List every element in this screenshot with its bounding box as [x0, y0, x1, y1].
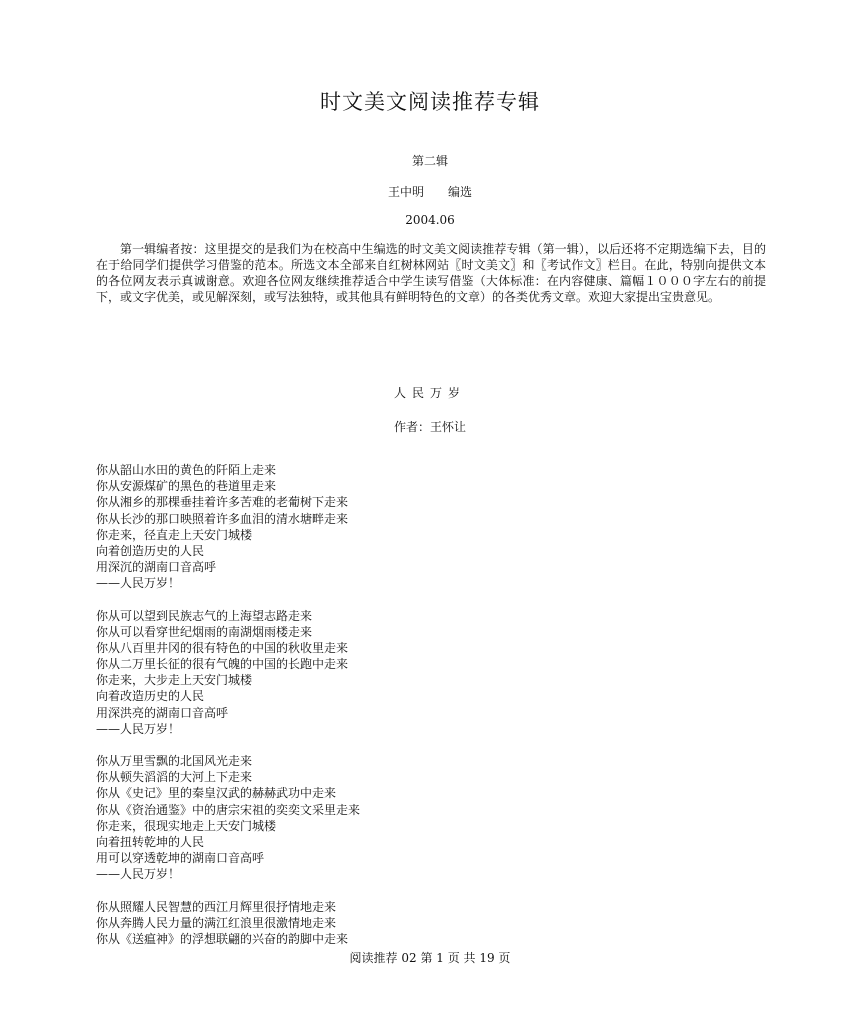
poem-line: 你从二万里长征的很有气魄的中国的长跑中走来	[96, 657, 349, 672]
publication-date: 2004.06	[405, 213, 455, 227]
poem-line: 你走来，很现实地走上天安门城楼	[96, 818, 277, 833]
editor-note-paragraph: 第一辑编者按：这里提交的是我们为在校高中生编选的时文美文阅读推荐专辑（第一辑），以后还将不定期选编下去，目的在于给同学们提供学习借鉴的范本。所选文本全部来自红树林网站〖时文美文〗和〖考试作文〗栏目。在此，特别向提供文本的各位网友表示真诚谢意。欢迎各位网友继续推荐适合中学生读写借鉴（大体标准：在内容健康、篇幅１０００字左右的前提下，或文字优美，或见解深刻，或写法独特，或其他具有鲜明特色的文章）的各类优秀文章。欢迎大家提出宝贵意见。	[96, 242, 766, 304]
poem-stanza	[96, 753, 766, 883]
poem-author: 作者：王怀让	[393, 420, 466, 434]
editor-role: 编选	[448, 185, 473, 199]
poem-line: 你从韶山水田的黄色的阡陌上走来	[96, 463, 277, 477]
poem-line: 你从可以看穿世纪烟雨的南湖烟雨楼走来	[96, 624, 313, 639]
poem-line: 你从八百里井冈的很有特色的中国的秋收里走来	[96, 640, 349, 655]
poem-title: 人民万岁	[393, 386, 466, 400]
poem-line: 你从可以望到民族志气的上海望志路走来	[96, 608, 313, 623]
poem-line: 用深沉的湖南口音高呼	[96, 560, 217, 575]
poem-line: 你从《资治通鉴》中的唐宗宋祖的奕奕文采里走来	[96, 802, 361, 817]
poem-line: 用深洪亮的湖南口音高呼	[96, 705, 229, 720]
issue-label: 第二辑	[411, 154, 448, 168]
poem-line: 你走来，大步走上天安门城楼	[96, 673, 253, 688]
editor-line	[0, 183, 860, 200]
poem-stanza	[96, 462, 766, 592]
poem-line: 你从万里雪飘的北国风光走来	[96, 754, 253, 768]
page-footer: 阅读推荐 02 第 1 页 共 19 页	[349, 951, 511, 965]
poem-stanza	[96, 899, 766, 948]
editor-name: 王中明	[387, 185, 424, 199]
poem-line: 你从照耀人民智慧的西江月辉里很抒情地走来	[96, 899, 337, 914]
poem-line: 你走来，径直走上天安门城楼	[96, 527, 253, 542]
poem-line: 向着改造历史的人民	[96, 689, 205, 704]
poem-line: 你从顿失滔滔的大河上下走来	[96, 770, 253, 785]
poem-line: 用可以穿透乾坤的湖南口音高呼	[96, 851, 265, 866]
poem-line: ——人民万岁！	[96, 867, 181, 882]
poem-line: 向着扭转乾坤的人民	[96, 834, 205, 849]
poem-line: ——人民万岁！	[96, 721, 181, 736]
poem-line: 你从长沙的那口映照着许多血泪的清水塘畔走来	[96, 511, 349, 526]
document-title: 时文美文阅读推荐专辑	[320, 90, 540, 114]
poem-line: ——人民万岁！	[96, 576, 181, 591]
poem-stanza	[96, 608, 766, 738]
poem-line: 你从奔腾人民力量的满江红浪里很激情地走来	[96, 915, 337, 930]
poem-line: 你从《史记》里的秦皇汉武的赫赫武功中走来	[96, 786, 337, 801]
poem-body	[96, 462, 766, 963]
poem-line: 向着创造历史的人民	[96, 543, 205, 558]
poem-line: 你从安源煤矿的黑色的巷道里走来	[96, 479, 277, 494]
poem-line: 你从湘乡的那棵垂挂着许多苦难的老葡树下走来	[96, 495, 349, 510]
poem-line: 你从《送瘟神》的浮想联翩的兴奋的韵脚中走来	[96, 931, 349, 946]
